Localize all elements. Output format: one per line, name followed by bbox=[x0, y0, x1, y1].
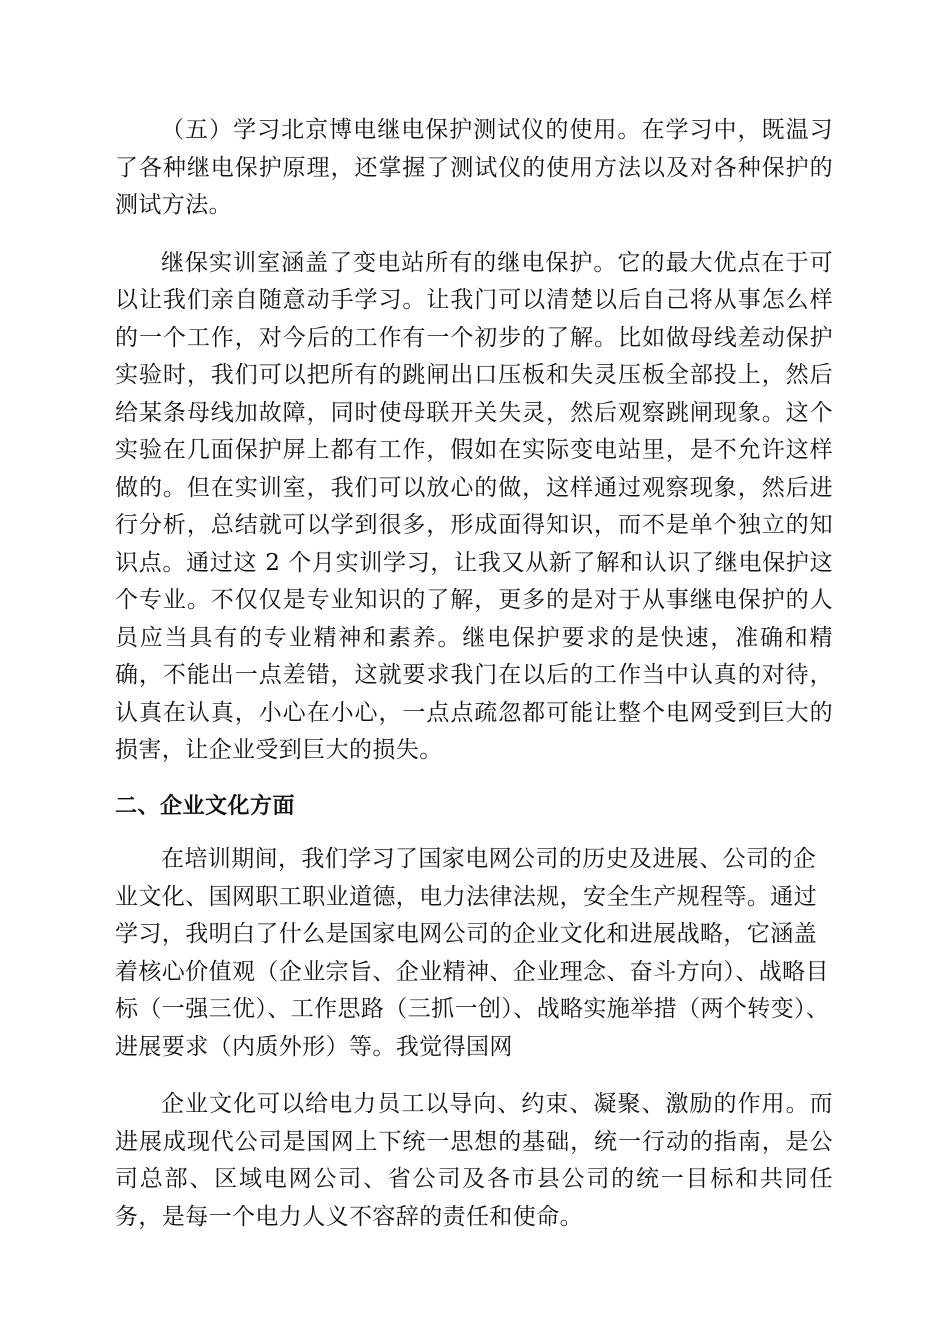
document-page bbox=[115, 112, 833, 1236]
paragraph-corporate-culture-role: 企业文化可以给电力员工以导向、约束、凝聚、激励的作用。而进展成现代公司是国网上下统一思想的基础，统一行动的指南，是公司总部、区域电网公司、省公司及各市县公司的统一目标和共同任务，是每一个电力人义不容辞的责任和使命。 bbox=[115, 1091, 833, 1230]
section-heading-corporate-culture: 二、企业文化方面 bbox=[115, 793, 296, 819]
paragraph-tester-study: （五）学习北京博电继电保护测试仪的使用。在学习中，既温习了各种继电保护原理，还掌握了测试仪的使用方法以及对各种保护的测试方法。 bbox=[115, 117, 833, 218]
paragraph-relay-lab: 继保实训室涵盖了变电站所有的继电保护。它的最大优点在于可以让我们亲自随意动手学习。让我门可以清楚以后自己将从事怎么样的一个工作，对今后的工作有一个初步的了解。比如做母线差动保护实验时，我们可以把所有的跳闸出口压板和失灵压板全部投上，然后给某条母线加故障，同时使母联开关失灵，然后观察跳闸现象。这个实验在几面保护屏上都有工作，假如在实际变电站里，是不允许这样做的。但在实训室，我们可以放心的做，这样通过观察现象，然后进行分析，总结就可以学到很多，形成面得知识，而不是单个独立的知识点。通过这 2 个月实训学习，让我又从新了解和认识了继电保护这个专业。不仅仅是专业知识的了解，更多的是对于从事继电保护的人员应当具有的专业精神和素养。继电保护要求的是快速，准确和精确，不能出一点差错，这就要求我门在以后的工作当中认真的对待，认真在认真，小心在小心，一点点疏忽都可能让整个电网受到巨大的损害，让企业受到巨大的损失。 bbox=[115, 249, 833, 763]
paragraph-training-period: 在培训期间，我们学习了国家电网公司的历史及进展、公司的企业文化、国网职工职业道德，电力法律法规，安全生产规程等。通过学习，我明白了什么是国家电网公司的企业文化和进展战略，它涵盖着核心价值观（企业宗旨、企业精神、企业理念、奋斗方向）、战略目标（一强三优）、工作思路（三抓一创）、战略实施举措（两个转变）、进展要求（内质外形）等。我觉得国网 bbox=[115, 846, 830, 1060]
